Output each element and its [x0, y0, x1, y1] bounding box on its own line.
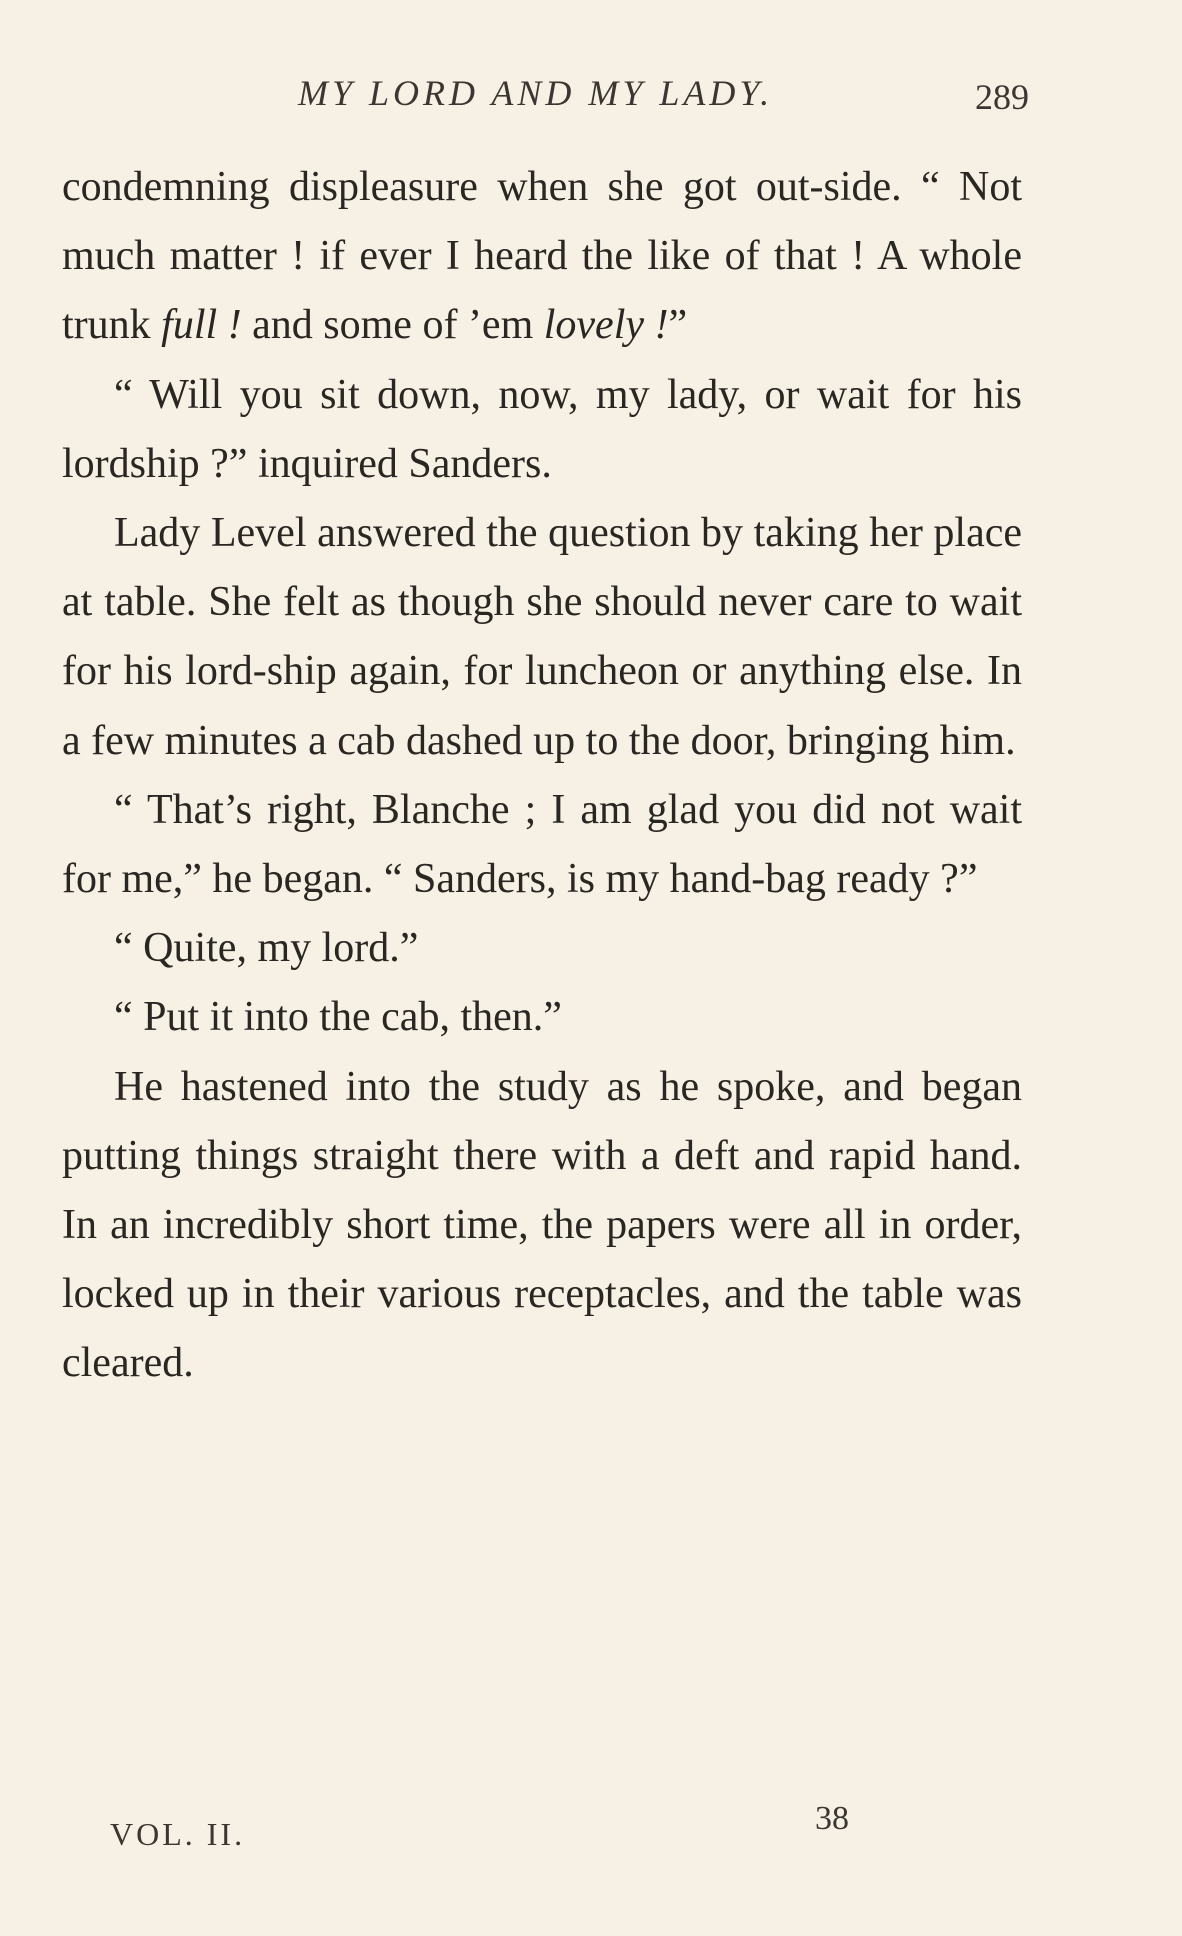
text-run: He hastened into the study as he spoke, and began putting things straight there with a deft and rapid hand. In an incredibly short time, the papers were all in order, locked up in their various receptacles, and the table was cleared.: [62, 1063, 1022, 1387]
paragraph: [62, 361, 1022, 499]
text-run: “ That’s right, Blanche ; I am glad you did not wait for me,” he began. “ Sanders, is my hand-bag ready ?”: [62, 786, 1022, 903]
paragraph: [62, 153, 1022, 361]
paragraph: [62, 1053, 1022, 1399]
text-run: and some of ’em: [241, 302, 544, 349]
page-number: 289: [975, 77, 1029, 117]
signature-mark: 38: [815, 1800, 849, 1837]
page-footer: [0, 1800, 1182, 1860]
italic-run: lovely !: [543, 302, 669, 349]
italic-run: full !: [161, 302, 242, 349]
body-text: [62, 153, 1022, 1399]
text-run: condemning displeasure when she got out-side. “ Not much matter ! if ever I heard the like of that ! A whole trunk: [62, 164, 1022, 349]
paragraph: [62, 983, 1022, 1052]
text-run: “ Quite, my lord.”: [114, 925, 419, 972]
text-run: “ Put it into the cab, then.”: [114, 994, 562, 1041]
text-run: ”: [668, 302, 688, 349]
page-header: [0, 72, 1182, 122]
paragraph: [62, 499, 1022, 776]
text-run: “ Will you sit down, now, my lady, or wait for his lordship ?” inquired Sanders.: [62, 371, 1022, 487]
text-run: Lady Level answered the question by taking her place at table. She felt as though she should never care to wait for his lord-ship again, for luncheon or anything else. In a few minutes a cab dashed up to the door, bringing him.: [62, 510, 1022, 764]
paragraph: [62, 914, 1022, 983]
paragraph: [62, 776, 1022, 914]
running-title: MY LORD AND MY LADY.: [298, 73, 774, 113]
volume-label: VOL. II.: [110, 1816, 246, 1852]
